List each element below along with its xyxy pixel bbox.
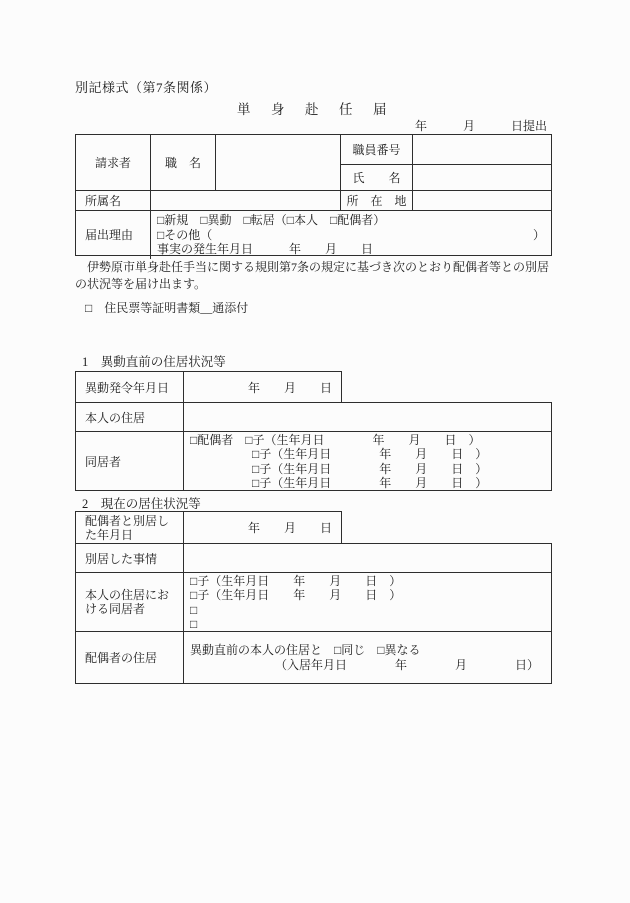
job-title-label-cell: 職 名 (151, 135, 216, 191)
department-label-cell: 所属名 (76, 191, 151, 211)
transfer-order-date-label-cell: 異動発令年月日 (76, 372, 184, 402)
location-value-cell (413, 191, 551, 211)
cohabitant-spouse-child-line: □配偶者 □子（生年月日 年 月 日 ） (190, 433, 481, 447)
reason-other-line (157, 228, 545, 243)
employee-number-label-cell: 職員番号 (341, 135, 413, 165)
own-residence-label-cell: 本人の住居 (76, 403, 184, 432)
reason-content-cell (151, 211, 551, 259)
form-style-note: 別記様式（第7条関係） (75, 80, 218, 95)
current-cohabitants-label-line1: 本人の住居にお (85, 588, 170, 602)
section1-heading: 1 異動直前の住居状況等 (82, 355, 226, 369)
department-value-cell (151, 191, 341, 211)
section2-heading: 2 現在の居住状況等 (82, 497, 201, 511)
submit-date-line: 年 月 日提出 (414, 119, 547, 133)
location-label-cell: 所 在 地 (341, 191, 413, 211)
reason-checkbox-line: □新規 □異動 □転居（□本人 □配偶者） (157, 213, 386, 227)
separation-circumstances-label-cell: 別居した事情 (76, 544, 184, 573)
section2-date-row (75, 511, 342, 543)
current-cohabitant-child-line: □子（生年月日 年 月 日 ） (190, 588, 402, 603)
reason-label-cell: 届出理由 (76, 211, 151, 259)
separation-date-label-cell (76, 512, 184, 543)
cohabitant-child-line: □子（生年月日 年 月 日 ） (252, 447, 488, 462)
transfer-order-date-value-cell: 年 月 日 (247, 380, 332, 395)
current-cohabitant-blank-checkbox: □ (190, 616, 198, 631)
current-cohabitant-child-line: □子（生年月日 年 月 日 ） (190, 574, 402, 588)
current-cohabitant-blank-checkbox: □ (190, 602, 198, 617)
document-title: 単 身 赴 任 届 (237, 102, 390, 117)
fact-date-line: 事実の発生年月日 年 月 日 (157, 242, 374, 257)
declaration-line-2: の状況等を届け出ます。 (75, 276, 207, 291)
name-label-cell: 氏 名 (341, 165, 413, 191)
cohabitant-child-line: □子（生年月日 年 月 日 ） (252, 475, 488, 490)
current-cohabitants-content-cell (184, 573, 551, 632)
name-value-cell (413, 165, 551, 191)
employee-number-value-cell (413, 135, 551, 165)
spouse-residence-same-diff-line: 異動直前の本人の住居と □同じ □異なる (190, 642, 421, 657)
requester-label-cell: 請求者 (76, 135, 151, 191)
requester-info-table (75, 134, 552, 256)
own-residence-value-cell (184, 403, 551, 432)
reason-other-close-paren: ） (532, 227, 545, 242)
cohabitants-label-cell: 同居者 (76, 432, 184, 491)
declaration-paragraph (75, 259, 553, 292)
separation-date-label-line1: 配偶者と別居し (85, 513, 170, 528)
separation-date-value-cell: 年 月 日 (247, 521, 332, 535)
section1-table (75, 402, 552, 491)
current-cohabitants-label-line2: ける同居者 (85, 602, 146, 616)
cohabitant-child-line: □子（生年月日 年 月 日 ） (252, 461, 488, 476)
separation-date-label-line2: た年月日 (85, 527, 134, 542)
current-cohabitants-label-cell (76, 573, 184, 632)
reason-other-prefix: □その他（ (157, 227, 213, 242)
job-title-value-cell (216, 135, 341, 191)
cohabitants-content-cell (184, 432, 551, 491)
section2-table (75, 543, 552, 684)
declaration-line-1: 伊勢原市単身赴任手当に関する規則第7条の規定に基づき次のとおり配偶者等との別居 (75, 260, 550, 274)
section1-date-row (75, 371, 342, 402)
spouse-residence-label-cell: 配偶者の住居 (76, 632, 184, 683)
separation-circumstances-value-cell (184, 544, 551, 573)
attachment-checkbox-line: □ 住民票等証明書類__通添付 (85, 301, 249, 315)
spouse-residence-movein-date-line: （入居年月日 年 月 日） (275, 657, 540, 672)
spouse-residence-content-cell (184, 632, 551, 683)
